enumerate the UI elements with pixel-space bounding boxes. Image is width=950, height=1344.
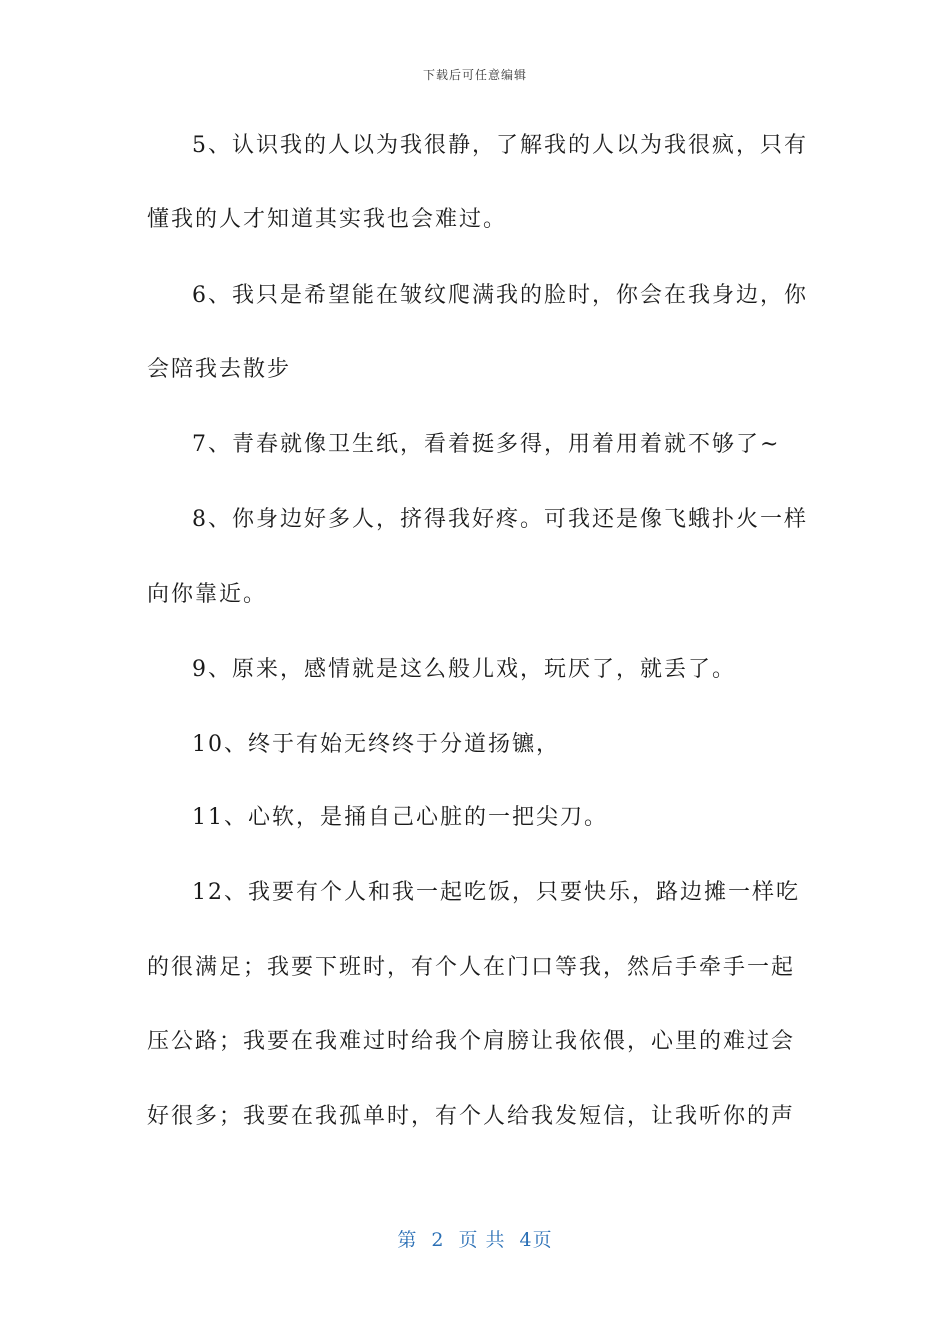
paragraph-5-line-1: 5、认识我的人以为我很静，了解我的人以为我很疯，只有: [192, 133, 808, 158]
footer-prefix: 第: [397, 1229, 418, 1251]
paragraph-9-line-1: 9、原来，感情就是这么般儿戏，玩厌了，就丢了。: [192, 657, 736, 682]
page-footer: [0, 1225, 950, 1252]
paragraph-6-line-1: 6、我只是希望能在皱纹爬满我的脸时，你会在我身边，你: [192, 283, 808, 308]
paragraph-8-line-1: 8、你身边好多人，挤得我好疼。可我还是像飞蛾扑火一样: [192, 507, 808, 532]
paragraph-5-line-2: 懂我的人才知道其实我也会难过。: [147, 207, 508, 232]
page-header: 下载后可任意编辑: [422, 68, 527, 82]
paragraph-12-line-2: 的很满足；我要下班时，有个人在门口等我，然后手牵手一起: [147, 955, 796, 980]
paragraph-12-line-3: 压公路；我要在我难过时给我个肩膀让我依偎，心里的难过会: [147, 1029, 796, 1054]
paragraph-11-line-1: 11、心软，是捅自己心脏的一把尖刀。: [192, 805, 608, 830]
paragraph-12-line-1: 12、我要有个人和我一起吃饭，只要快乐，路边摊一样吃: [192, 880, 800, 905]
paragraph-10-line-1: 10、终于有始无终终于分道扬镳，: [192, 732, 560, 757]
footer-suffix: 页: [532, 1229, 553, 1251]
footer-page-number: 2: [431, 1229, 445, 1251]
footer-middle: 页 共: [458, 1229, 506, 1251]
paragraph-12-line-4: 好很多；我要在我孤单时，有个人给我发短信，让我听你的声: [147, 1104, 796, 1129]
paragraph-6-line-2: 会陪我去散步: [147, 357, 292, 382]
paragraph-8-line-2: 向你靠近。: [147, 582, 268, 607]
paragraph-7-line-1: 7、青春就像卫生纸，看着挺多得，用着用着就不够了~: [192, 432, 781, 457]
footer-total-pages: 4: [519, 1229, 533, 1251]
